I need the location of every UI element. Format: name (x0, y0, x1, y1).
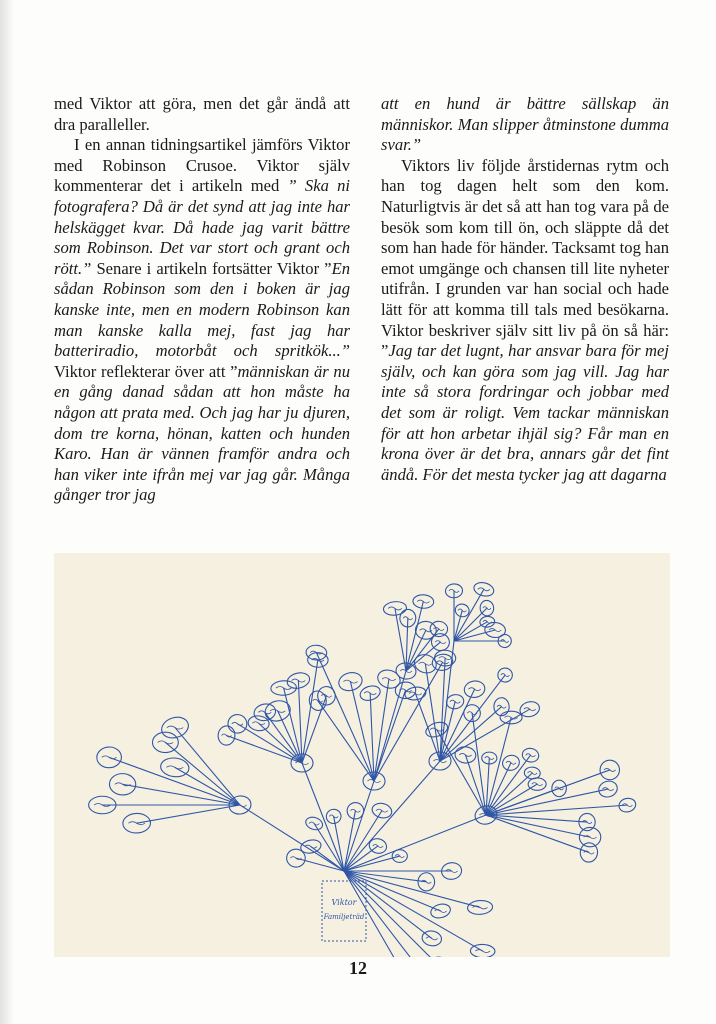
tree-node-scribble (528, 771, 538, 774)
tree-node-scribble (483, 607, 491, 610)
tree-branch-line (302, 696, 326, 763)
book-spine-shadow (0, 0, 14, 1024)
quote-text: människan är nu en gång danad sådan att hon måste ha någon att prata med. Och jag har ju djuren, dom tre korna, hönan, katten och hunden Karo. Han är vännen framför andra och han viker inte ifrån mej var jag går. Många gånger tror jag (54, 361, 351, 505)
tree-node-scribble (166, 766, 183, 769)
page-number: 12 (349, 958, 367, 978)
left-column-paragraph (54, 135, 350, 506)
quote-text: En sådan Robinson som den i boken är jag kanske inte, men en modern Robinson kan man kanske kalla mej, fast jag har batteriradio, motorbåt och spritkök...” (54, 258, 350, 361)
right-column-paragraph (381, 156, 669, 486)
tree-branch-line (344, 815, 486, 871)
quote-text: att en hund är bättre sällskap än människor. Man slipper åtminstone dumma svar.” (381, 94, 669, 155)
tree-branch-line (137, 805, 240, 823)
body-text: Senare i artikeln fortsätter Viktor ” (91, 258, 332, 278)
left-text-column (54, 94, 350, 506)
tree-root-label: Viktor (331, 898, 357, 907)
tree-node-scribble (232, 722, 243, 725)
tree-branch-line (406, 630, 426, 671)
tree-branch-line (165, 742, 240, 805)
tree-node-scribble (313, 699, 323, 702)
tree-branch-line (344, 871, 483, 951)
tree-node-scribble (309, 822, 319, 825)
tree-node-scribble (526, 754, 536, 757)
tree-caption: Familjeträd (323, 913, 365, 921)
body-text: I en annan tidningsartikel jämförs Viktor med Robinson Crusoe. Viktor själv kommenterar det i artikeln med (54, 135, 350, 196)
tree-node-scribble (221, 734, 231, 737)
tree-branch-line (472, 713, 486, 815)
tree-branch-line (318, 701, 374, 781)
tree-node-scribble (584, 836, 597, 839)
tree-node-scribble (475, 950, 490, 953)
right-column-paragraph (381, 94, 669, 156)
tree-node-scribble (434, 627, 444, 630)
tree-node-scribble (435, 641, 446, 644)
left-column-paragraph (54, 94, 350, 135)
tree-node-scribble (373, 844, 383, 847)
tree-node-scribble (290, 857, 301, 860)
tree-node-scribble (497, 705, 506, 708)
tree-branch-line (344, 871, 480, 907)
tree-node-scribble (426, 937, 438, 940)
family-tree-drawing (54, 553, 670, 957)
tree-branch-line (374, 662, 443, 781)
tree-branch-line (374, 679, 389, 781)
tree-node-scribble (584, 851, 594, 854)
tree-branch-line (240, 805, 344, 871)
tree-node-scribble (435, 910, 447, 913)
right-text-column (381, 94, 669, 485)
tree-node-scribble (115, 783, 131, 786)
quote-text: ” Ska ni fotografera? Då är det synd att jag inte har helskägget kvar. Då hade jag varit bättre som Robinson. Det var stort och grant och rött.” (54, 176, 350, 278)
tree-node-scribble (376, 809, 388, 812)
tree-node-scribble (532, 783, 543, 786)
tree-node-scribble (524, 708, 536, 711)
tree-node-scribble (473, 906, 488, 909)
tree-node-oval (428, 955, 450, 957)
body-text: Viktors liv följde årstidernas rytm och han tog dagen helt som den kom. Naturligtvis är det så att han tog vara på de besök som kom till ön, och släppte då det som han hade för händer. Tacksamt tog han emot umgänge och chansen till lite nyheter utifrån. I grunden var han social och hade lätt för att komma till tals med besökarna. Viktor beskriver själv sitt liv på ön så här: ” (381, 155, 669, 361)
tree-node-scribble (167, 726, 183, 729)
body-text: med Viktor att göra, men det går ändå att dra paralleller. (54, 94, 350, 134)
tree-branch-line (302, 660, 318, 763)
tree-branch-line (486, 773, 532, 815)
tree-node-scribble (252, 722, 265, 725)
quote-text: Jag tar det lugnt, har ansvar bara för mej själv, och kan göra som jag vill. Jag har inte så stora fordringar och jobbar med det som är roligt. Vem tackar människan för att hon arbetar ihjäl sig? Får man en krona över är det bra, annars går det fint ändå. För det mesta tycker jag att dagarna (381, 341, 669, 484)
tree-node-scribble (158, 741, 174, 744)
tree-node-scribble (102, 756, 117, 759)
tree-branch-line (344, 781, 374, 871)
tree-branch-line (316, 653, 374, 781)
body-text: Viktor reflekterar över att ” (54, 361, 238, 381)
tree-node-scribble (501, 674, 510, 677)
tree-branch-line (486, 755, 531, 815)
tree-root-box (322, 881, 366, 941)
family-tree-svg (54, 553, 670, 957)
tree-branch-line (344, 846, 378, 871)
